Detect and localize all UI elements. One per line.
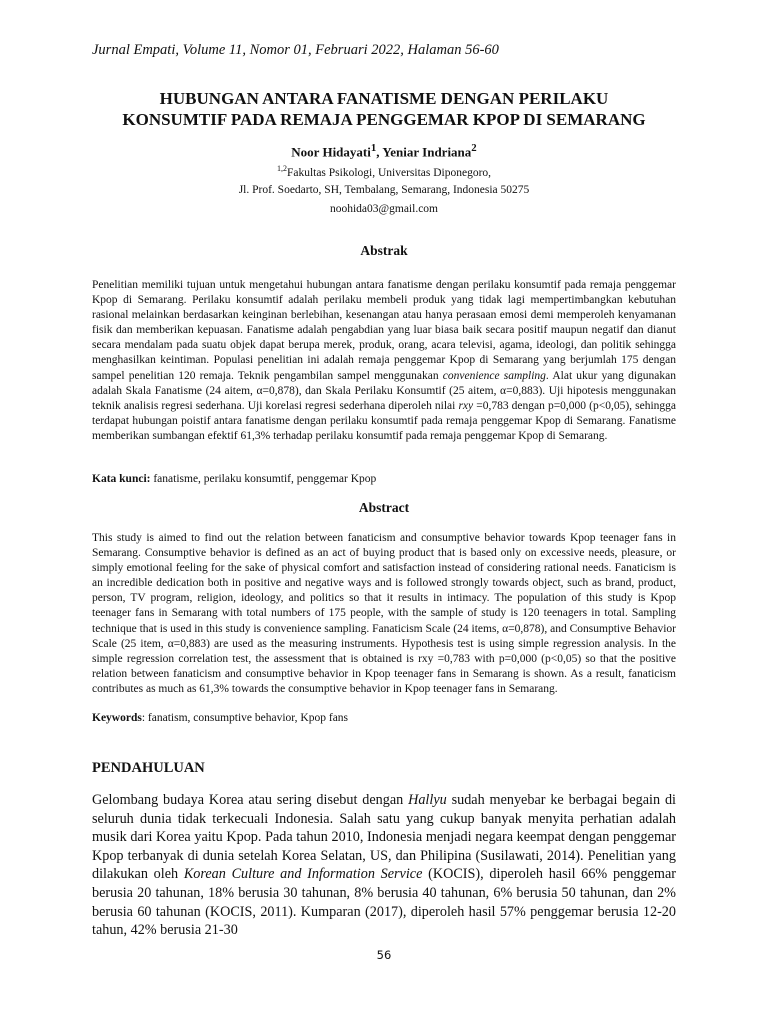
intro-italic-kocis: Korean Culture and Information Service [183, 866, 423, 883]
abstract-text: This study is aimed to find out the relation between fanaticism and consumptive behavior towards Kpop teenager fans in Semarang. Consumptive behavior is defined as an act of buying product that is based only on excessive needs, pleasure, or simply emotional feeling for the sake of physical comfort and satisfaction instead of considering rational needs. Fanaticism is an incredible dedication both in positive and negative ways and is followed strongly towards object, such as brand, product, person, TV program, religion, ideology, and politics so that it results in intimacy. The population of this study is Kpop teenager fans in Semarang with total numbers of 175 people, with the sample of study is 120 teenagers in total. Sampling technique that is used in this study is convenience sampling. Fanaticism Scale (24 items, α=0,878), and Consumptive Behavior Scale (25 item, α=0,883) are used as the measuring instruments. Hypothesis test is using simple regression analysis. In the simple regression correlation test, the assessment that is obtained is rxy =0,783 with p=0,000 (p<0,05) so that the positive relation between fanaticism and consumptive behavior in Kpop teenager fans in Semarang is shown. As a result, fanaticism contributes as much as 61,3% towards the consumptive behavior in Kpop teenager fans in Semarang. [92, 532, 676, 695]
abstrak-heading: Abstrak [360, 243, 408, 258]
intro-part-1: Gelombang budaya Korea atau sering disebut dengan [92, 792, 409, 808]
kata-kunci [92, 473, 676, 485]
affiliation-superscript: 1,2 [276, 164, 287, 173]
section-heading-pendahuluan: PENDAHULUAN [92, 760, 205, 776]
kata-kunci-text: fanatisme, perilaku konsumtif, penggemar Kpop [150, 473, 377, 485]
abstrak-italic-2: rxy [458, 399, 474, 412]
intro-paragraph [92, 791, 676, 940]
paper-title-line-2: KONSUMTIF PADA REMAJA PENGGEMAR KPOP DI SEMARANG [122, 110, 646, 129]
abstrak-italic-1: convenience sampling [442, 369, 546, 382]
keywords-text: : fanatism, consumptive behavior, Kpop fans [141, 712, 349, 724]
author-2: Yeniar Indriana [382, 144, 472, 160]
abstrak-part-2: . Alat ukur yang digunakan adalah Skala Fanatisme (24 aitem, α=0,878), dan Skala Perilaku Konsumtif (25 aitem, α=0,883). Uji hipotesis menggunakan teknik analisis regresi sederhana. Uji korelasi regresi sederhana diperoleh nilai [92, 369, 676, 412]
abstract-heading: Abstract [358, 500, 410, 515]
author-email: noohida03@gmail.com [329, 203, 438, 215]
abstrak-part-3: =0,783 dengan p=0,000 (p<0,05), sehingga terdapat hubungan poistif antara fanatisme dengan perilaku konsumtif pada remaja penggemar Kpop di Semarang. Fanatisme memberikan sumbangan efektif 61,3% terhadap perilaku konsumtif pada remaja penggemar Kpop di Semarang. [92, 399, 676, 442]
journal-header: Jurnal Empati, Volume 11, Nomor 01, Februari 2022, Halaman 56-60 [92, 42, 499, 58]
page-number: 56 [376, 948, 392, 962]
kata-kunci-label: Kata kunci: [92, 473, 151, 485]
abstrak-text [92, 278, 676, 444]
author-1: Noor Hidayati [291, 144, 371, 160]
affiliation-line-2: Jl. Prof. Soedarto, SH, Tembalang, Semarang, Indonesia 50275 [238, 183, 530, 196]
affiliation-faculty: Fakultas Psikologi, Universitas Diponegoro, [286, 166, 492, 179]
paper-title [0, 88, 768, 130]
author-2-superscript: 2 [471, 142, 477, 154]
author-separator: , [376, 144, 383, 160]
keywords-label: Keywords [92, 712, 142, 724]
paper-title-line-1: HUBUNGAN ANTARA FANATISME DENGAN PERILAKU [159, 89, 609, 108]
affiliation-line-1 [0, 160, 768, 182]
keywords [92, 712, 676, 724]
author-line [0, 142, 768, 160]
intro-part-3: (KOCIS), diperoleh hasil 66% penggemar berusia 20 tahunan, 18% berusia 30 tahunan, 8% berusia 40 tahunan, 6% berusia 50 tahunan, dan 2% berusia 60 tahunan (KOCIS, 2011). Kumparan (2017), diperoleh hasil 57% penggemar berusia 12-20 tahun, 42% berusia 21-30 [92, 866, 676, 939]
abstrak-part-1: Penelitian memiliki tujuan untuk mengetahui hubungan antara fanatisme dengan perilaku konsumtif pada remaja penggemar Kpop di Semarang. Perilaku konsumtif adalah perilaku membeli produk yang tidak lagi mempertimbangkan kebutuhan rasional melainkan berdasarkan keinginan berlebihan, kesenangan atau hanya perasaan emosi demi memperoleh kenyamanan fisik dan memberikan kepuasan. Fanatisme adalah pengabdian yang luar biasa baik secara positif maupun negatif dan dianut secara mendalam pada suatu objek dapat berupa merek, produk, orang, acara televisi, agama, ideologi, dan politik sehingga menghasilkan keintiman. Populasi penelitian ini adalah remaja penggemar Kpop di Semarang yang berjumlah 175 dengan sampel penelitian 120 remaja. Teknik pengambilan sampel menggunakan [92, 279, 676, 382]
affiliation [0, 160, 768, 199]
author-1-superscript: 1 [370, 142, 377, 154]
intro-part-2: sudah menyebar ke berbagai begain di seluruh dunia tidak terkecuali Indonesia. Salah satu yang cukup banyak menyita perhatian adalah musik dari Korea yaitu Kpop. Pada tahun 2010, Indonesia menjadi negara keempat dengan penggemar Kpop terbanyak di dunia setelah Korea Selatan, US, dan Philipina (Susilawati, 2014). Penelitian yang dilakukan oleh [92, 792, 676, 883]
intro-italic-hallyu: Hallyu [408, 792, 447, 808]
